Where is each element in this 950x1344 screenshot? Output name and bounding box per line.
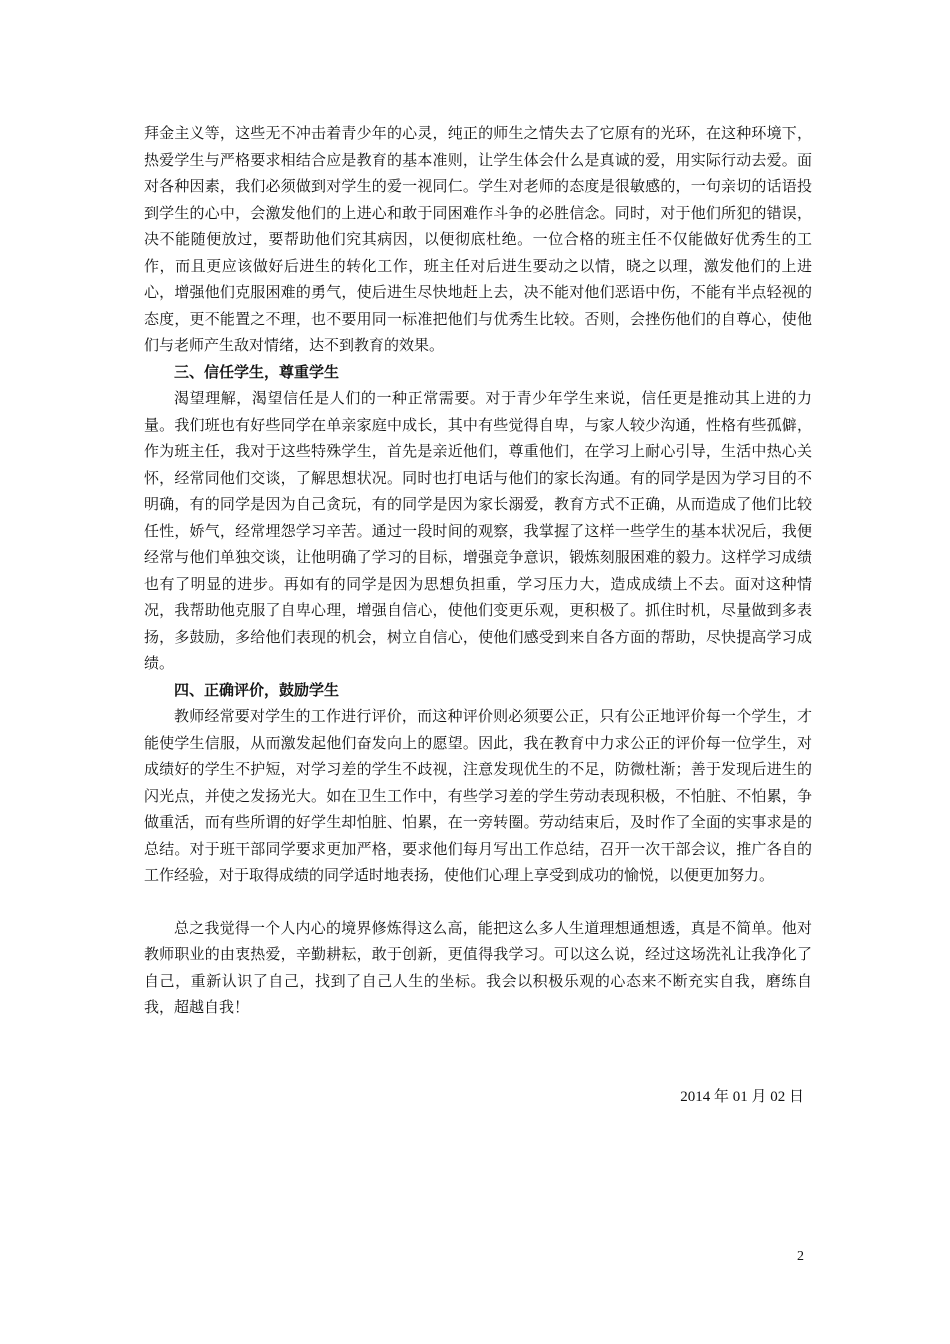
body-paragraph: 拜金主义等，这些无不冲击着青少年的心灵，纯正的师生之情失去了它原有的光环，在这种环境下，热爱学生与严格要求相结合应是教育的基本准则，让学生体会什么是真诚的爱，用实际行动去爱。面对各种因素，我们必须做到对学生的爱一视同仁。学生对老师的态度是很敏感的，一句亲切的话语投到学生的心中，会激发他们的上进心和敢于同困难作斗争的必胜信念。同时，对于他们所犯的错误，决不能随便放过，要帮助他们究其病因，以便彻底杜绝。一位合格的班主任不仅能做好优秀生的工作，而且更应该做好后进生的转化工作，班主任对后进生要动之以情，晓之以理，激发他们的上进心，增强他们克服困难的勇气，使后进生尽快地赶上去，决不能对他们恶语中伤，不能有半点轻视的态度，更不能置之不理，也不要用同一标准把他们与优秀生比较。否则，会挫伤他们的自尊心，使他们与老师产生敌对情绪，达不到教育的效果。	[144, 124, 812, 354]
page-number: 2	[797, 1249, 804, 1264]
body-paragraph: 渴望理解，渴望信任是人们的一种正常需要。对于青少年学生来说，信任更是推动其上进的力量。我们班也有好些同学在单亲家庭中成长，其中有些觉得自卑，与家人较少沟通，性格有些孤僻，作为班主任，我对于这些特殊学生，首先是亲近他们，尊重他们，在学习上耐心引导，生活中热心关怀，经常同他们交谈，了解思想状况。同时也打电话与他们的家长沟通。有的同学是因为学习目的不明确，有的同学是因为自己贪玩，有的同学是因为家长溺爱，教育方式不正确，从而造成了他们比较任性，娇气，经常埋怨学习辛苦。通过一段时间的观察，我掌握了这样一些学生的基本状况后，我便经常与他们单独交谈，让他明确了学习的目标，增强竞争意识，锻炼刻服困难的毅力。这样学习成绩也有了明显的进步。再如有的同学是因为思想负担重，学习压力大，造成成绩上不去。面对这种情况，我帮助他克服了自卑心理，增强自信心，使他们变更乐观，更积极了。抓住时机，尽量做到多表扬，多鼓励，多给他们表现的机会，树立自信心，使他们感受到来自各方面的帮助，尽快提高学习成绩。	[144, 389, 812, 672]
section-heading-evaluation: 四、正确评价，鼓励学生	[174, 680, 340, 699]
document-date: 2014 年 01 月 02 日	[680, 1089, 804, 1105]
paragraph-spacer	[144, 889, 812, 915]
conclusion-paragraph: 总之我觉得一个人内心的境界修炼得这么高，能把这么多人生道理想通想透，真是不简单。他对教师职业的由衷热爱，辛勤耕耘，敢于创新，更值得我学习。可以这么说，经过这场洗礼让我净化了自己，重新认识了自己，找到了自己人生的坐标。我会以积极乐观的心态来不断充实自我，磨练自我，超越自我！	[144, 918, 812, 1016]
section-heading-trust: 三、信任学生，尊重学生	[174, 362, 340, 381]
body-paragraph: 教师经常要对学生的工作进行评价，而这种评价则必须要公正，只有公正地评价每一个学生，才能使学生信服，从而激发起他们奋发向上的愿望。因此，我在教育中力求公正的评价每一位学生，对成绩好的学生不护短，对学习差的学生不歧视，注意发现优生的不足，防微杜渐；善于发现后进生的闪光点，并使之发扬光大。如在卫生工作中，有些学习差的学生劳动表现积极，不怕脏、不怕累，争做重活，而有些所谓的好学生却怕脏、怕累，在一旁转圈。劳动结束后，及时作了全面的实事求是的总结。对于班干部同学要求更加严格，要求他们每月写出工作总结，召开一次干部会议，推广各自的工作经验，对于取得成绩的同学适时地表扬，使他们心理上享受到成功的愉悦，以便更加努力。	[144, 707, 812, 884]
document-body	[144, 120, 812, 1021]
